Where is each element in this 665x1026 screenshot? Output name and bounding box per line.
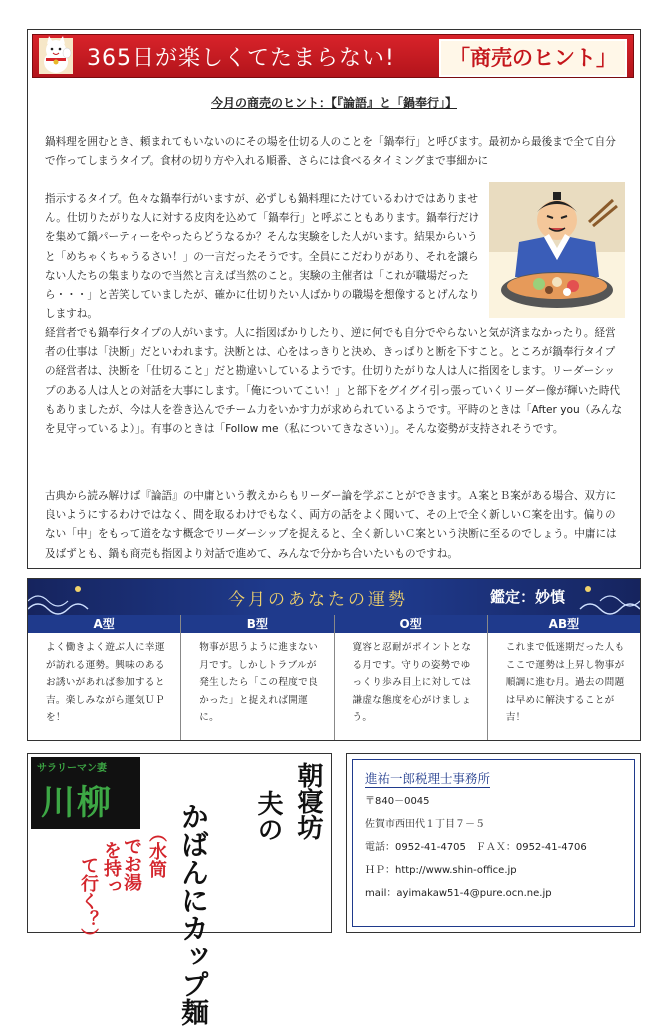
address: 佐賀市西田代１丁目７－５: [365, 819, 485, 830]
phone-fax: 電話：0952-41-4705 ＦＡＸ：0952-41-4706: [365, 842, 587, 853]
banner-title: 365日が楽しくてたまらない!: [87, 46, 395, 71]
email-link[interactable]: mail：ayimakaw51-4@pure.ocn.ne.jp: [365, 888, 552, 899]
hint-paragraph-1-continued: 指示するタイプ。色々な鍋奉行がいますが、必ずしも鍋料理にたけているわけではありません。仕切りたがりな人に対する皮肉を込めて「鍋奉行」と呼ぶこともあります。鍋奉行だけを集めて鍋パーティーをやったらどうなるか？そんな実験をした人がいます。結果からいうと「めちゃくちゃうるさい！」の一言だったそうです。全員にこだわりがあり、それを譲らない人たちの集まりなので当然と言えば当然のこと。実験の主催者は「これが職場だったら・・・」と苦笑していましたが、確かに仕切りたい人ばかりの職場を想像するとげんなりしますね。: [45, 193, 480, 321]
fortune-section: [27, 578, 641, 741]
contact-card: [352, 759, 635, 927]
business-hint-section: [27, 29, 641, 569]
senryu-logo-title: 川柳: [41, 783, 113, 823]
senryu-section: [27, 753, 332, 1026]
fortune-text: 寛容と忍耐がポイントとなる月です。守りの姿勢でゆっくり歩み目上に対しては謙虚な態度を心がけましょう。: [352, 642, 472, 724]
hint-heading: 今月の商売のヒント：【『論語』と「鍋奉行」】: [210, 96, 457, 110]
fortune-column-ab: [488, 615, 640, 740]
fortune-text: これまで低迷期だった人もここで運勢は上昇し物事が順調に進む月。過去の問題は早めに解決することが吉！: [505, 642, 625, 724]
fortune-text: よく働きよく遊ぶ人に幸運が訪れる運勢。興味のあるお誘いがあれば参加すると吉。楽しみながら運気ＵＰを！: [46, 642, 165, 724]
hint-paragraph-1: 鍋料理を囲むとき、頼まれてもいないのにその場を仕切る人のことを「鍋奉行」と呼びます。最初から最後まで全て自分で作ってしまうタイプ。食材の切り方や入れる順番、さらには食べるタイミングまで事細かに: [45, 136, 616, 168]
fortune-columns: [28, 615, 640, 740]
lucky-cat-icon: [37, 36, 75, 76]
fortune-text: 物事が思うように進まない月です。しかしトラブルが発生したら「この程度で良かった」と捉えれば開運に。: [199, 642, 318, 724]
banner-badge: 「商売のヒント」: [439, 39, 627, 77]
office-name: 進祐一郎税理士事務所: [365, 771, 491, 786]
fortune-appraiser: 鑑定：妙慎: [490, 588, 566, 606]
wave-decoration-icon: [570, 579, 640, 615]
senryu-line-1: 朝寝坊: [293, 762, 323, 840]
senryu-line-3: かばんにカップ麺: [177, 802, 210, 1026]
blood-type-label: O型: [335, 615, 487, 633]
blood-type-label: B型: [181, 615, 333, 633]
fortune-column-b: [181, 615, 334, 740]
blood-type-label: AB型: [488, 615, 640, 633]
nabe-bugyo-illustration: [489, 182, 625, 318]
fortune-title: 今月のあなたの運勢: [228, 590, 408, 610]
senryu-note-2: でお湯: [121, 837, 142, 891]
hint-paragraph-3: 古典から読み解けば『論語』の中庸という教えからもリーダー論を学ぶことができます。Ａ案とＢ案がある場合、双方に良いようにするわけではなく、間を取るわけでもなく、両方の話をよく聞いて、その上で全く新しいＣ案を出す。偏りのない「中」をもって道をなす概念でリーダーシップを捉えると、全く新しいＣ案という決断に至るのでしょう。中庸には及ばずとも、鍋も商売も指図より対話で進めて、みんなで分かち合いたいものですね。: [45, 490, 617, 560]
senryu-note-4: て行く？）: [78, 856, 99, 946]
website-link[interactable]: ＨＰ：http://www.shin-office.jp: [365, 865, 517, 876]
fortune-column-o: [335, 615, 488, 740]
title-banner: [32, 34, 634, 78]
fortune-column-a: [28, 615, 181, 740]
senryu-note-3: を持っ: [101, 841, 122, 895]
contact-section: [346, 753, 641, 933]
senryu-logo: [31, 757, 140, 829]
wave-decoration-icon: [28, 579, 98, 615]
senryu-line-2: 夫の: [253, 790, 283, 842]
fortune-banner: [28, 579, 640, 615]
senryu-note-1: （水筒: [146, 824, 167, 878]
postal-code: 〒840－0045: [365, 796, 430, 807]
senryu-logo-subtitle: サラリーマン妻: [37, 763, 107, 774]
blood-type-label: A型: [28, 615, 180, 633]
hint-paragraph-2: 経営者でも鍋奉行タイプの人がいます。人に指図ばかりしたり、逆に何でも自分でやらないと気が済まなかったり。経営者の仕事は「決断」だといわれます。決断とは、心をはっきりと決め、きっぱりと断を下すこと。ところが鍋奉行タイプの経営者は、決断を「仕切ること」だと勘違いしているようです。仕切りたがりな人は人に指図をします。リーダーシップのある人は人との対話を大事にします。「俺についてこい！」と部下をグイグイ引っ張っていくリーダー像が輝いた時代もありましたが、今は人を巻き込んでチーム力をいかす力が求められているようです。平時のときは「After you（みんなを見守っているよ）」。有事のときは「Follow me（私についてきなさい）」。そんな姿勢が支持されそうです。: [45, 327, 623, 436]
